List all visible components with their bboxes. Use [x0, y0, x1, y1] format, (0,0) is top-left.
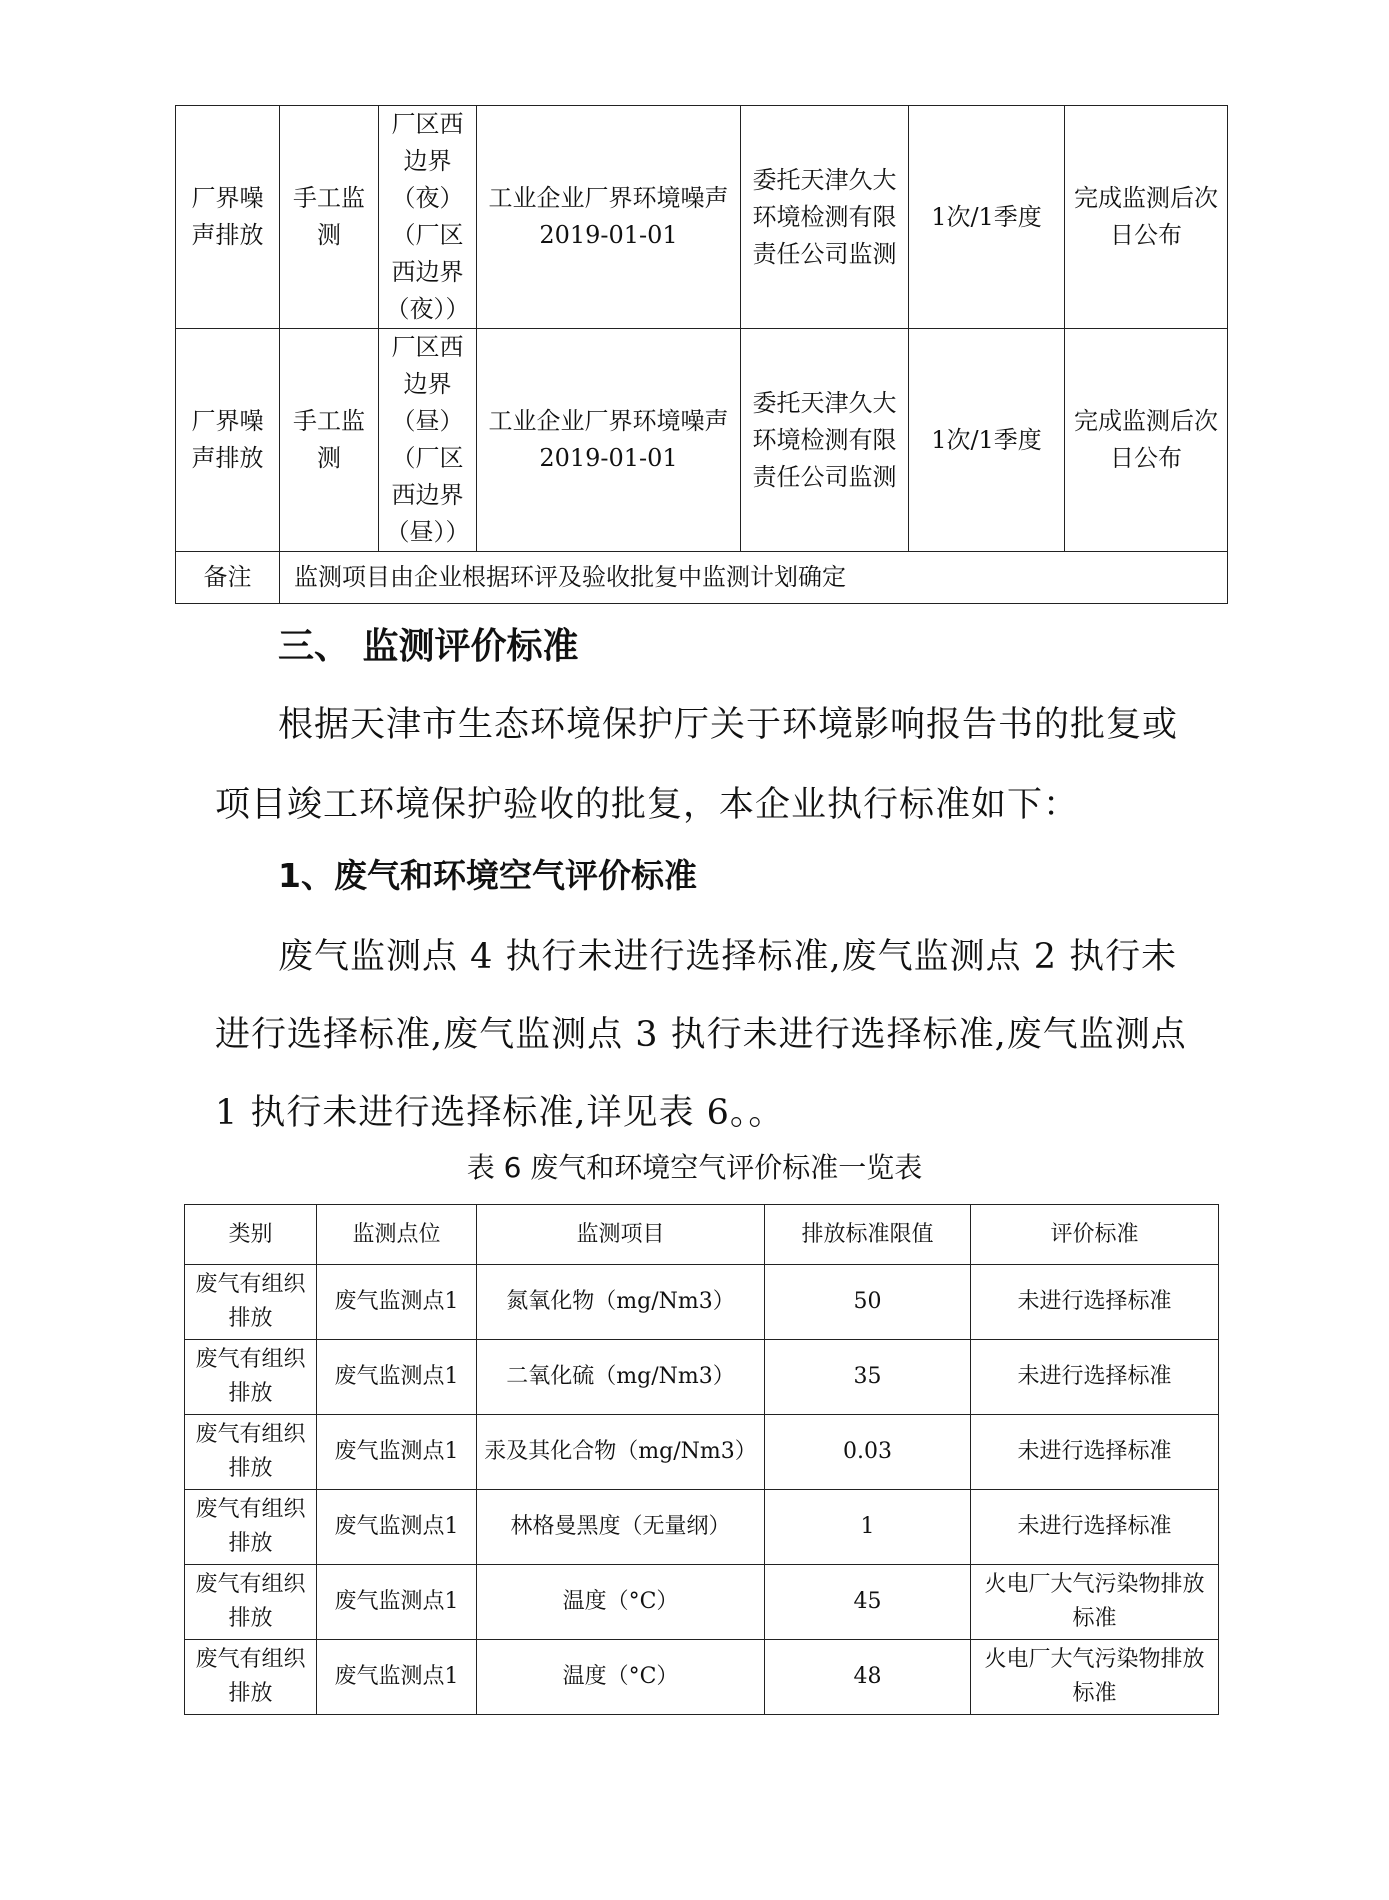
table-cell-publish: 完成监测后次日公布	[1065, 329, 1228, 552]
section-heading: 三、 监测评价标准	[278, 626, 579, 667]
table-cell: 45	[765, 1565, 971, 1640]
remark-row	[176, 552, 1228, 604]
table-cell-location: 厂区西边界（昼）（厂区西边界（昼））	[379, 329, 477, 552]
table-cell: 废气有组织排放	[185, 1490, 317, 1565]
table-cell: 35	[765, 1340, 971, 1415]
table-cell: 废气监测点1	[317, 1340, 477, 1415]
table-cell: 火电厂大气污染物排放标准	[971, 1565, 1219, 1640]
subsection-paragraph: 废气监测点 4 执行未进行选择标准,废气监测点 2 执行未进行选择标准,废气监测点 3 执行未进行选择标准,废气监测点 1 执行未进行选择标准,详见表 6。。	[215, 937, 1187, 1133]
table-cell: 废气监测点1	[317, 1565, 477, 1640]
table-row	[176, 329, 1228, 552]
table-cell: 火电厂大气污染物排放标准	[971, 1640, 1219, 1715]
table-cell: 未进行选择标准	[971, 1340, 1219, 1415]
table-cell: 未进行选择标准	[971, 1415, 1219, 1490]
table-cell-category: 厂界噪声排放	[176, 329, 280, 552]
table-caption: 表 6 废气和环境空气评价标准一览表	[466, 1151, 923, 1184]
table-cell-standard: 工业企业厂界环境噪声 2019-01-01	[477, 329, 741, 552]
table-row	[185, 1340, 1219, 1415]
remark-label: 备注	[176, 552, 280, 604]
table-cell: 温度（°C）	[477, 1565, 765, 1640]
table-cell: 废气有组织排放	[185, 1415, 317, 1490]
table-row	[185, 1415, 1219, 1490]
table-cell-agency: 委托天津久大环境检测有限责任公司监测	[741, 106, 909, 329]
table-header-cell: 监测点位	[317, 1205, 477, 1265]
table-cell: 50	[765, 1265, 971, 1340]
table-cell-publish: 完成监测后次日公布	[1065, 106, 1228, 329]
table-cell: 0.03	[765, 1415, 971, 1490]
table-cell: 废气有组织排放	[185, 1565, 317, 1640]
subsection-heading: 1、废气和环境空气评价标准	[278, 856, 697, 895]
table-cell-method: 手工监测	[280, 106, 379, 329]
table-cell: 废气监测点1	[317, 1640, 477, 1715]
table-row	[185, 1490, 1219, 1565]
emission-standards-table	[184, 1204, 1219, 1715]
table-cell-standard: 工业企业厂界环境噪声 2019-01-01	[477, 106, 741, 329]
table-cell: 废气有组织排放	[185, 1340, 317, 1415]
monitoring-plan-table	[175, 105, 1228, 604]
table-cell: 废气有组织排放	[185, 1265, 317, 1340]
table-cell-frequency: 1次/1季度	[909, 329, 1065, 552]
table-cell-agency: 委托天津久大环境检测有限责任公司监测	[741, 329, 909, 552]
table-cell: 二氧化硫（mg/Nm3）	[477, 1340, 765, 1415]
table-cell-category: 厂界噪声排放	[176, 106, 280, 329]
table-row	[185, 1565, 1219, 1640]
table-cell: 废气监测点1	[317, 1415, 477, 1490]
table-cell: 废气监测点1	[317, 1490, 477, 1565]
table-header-cell: 类别	[185, 1205, 317, 1265]
table-cell: 温度（°C）	[477, 1640, 765, 1715]
table-header-cell: 评价标准	[971, 1205, 1219, 1265]
table-row	[185, 1640, 1219, 1715]
table-cell: 未进行选择标准	[971, 1490, 1219, 1565]
table-cell: 废气有组织排放	[185, 1640, 317, 1715]
table-cell: 48	[765, 1640, 971, 1715]
table-row	[185, 1265, 1219, 1340]
table-cell-location: 厂区西边界（夜）（厂区西边界（夜））	[379, 106, 477, 329]
table-header-cell: 排放标准限值	[765, 1205, 971, 1265]
table-cell: 1	[765, 1490, 971, 1565]
table-cell: 林格曼黑度（无量纲）	[477, 1490, 765, 1565]
table-row	[176, 106, 1228, 329]
table-cell: 氮氧化物（mg/Nm3）	[477, 1265, 765, 1340]
table-cell: 汞及其化合物（mg/Nm3）	[477, 1415, 765, 1490]
table-header-cell: 监测项目	[477, 1205, 765, 1265]
table-cell: 废气监测点1	[317, 1265, 477, 1340]
table-cell-method: 手工监测	[280, 329, 379, 552]
table-cell: 未进行选择标准	[971, 1265, 1219, 1340]
table-header-row	[185, 1205, 1219, 1265]
remark-text: 监测项目由企业根据环评及验收批复中监测计划确定	[280, 552, 1228, 604]
section-paragraph: 根据天津市生态环境保护厅关于环境影响报告书的批复或项目竣工环境保护验收的批复，本企业执行标准如下：	[215, 705, 1179, 825]
table-cell-frequency: 1次/1季度	[909, 106, 1065, 329]
